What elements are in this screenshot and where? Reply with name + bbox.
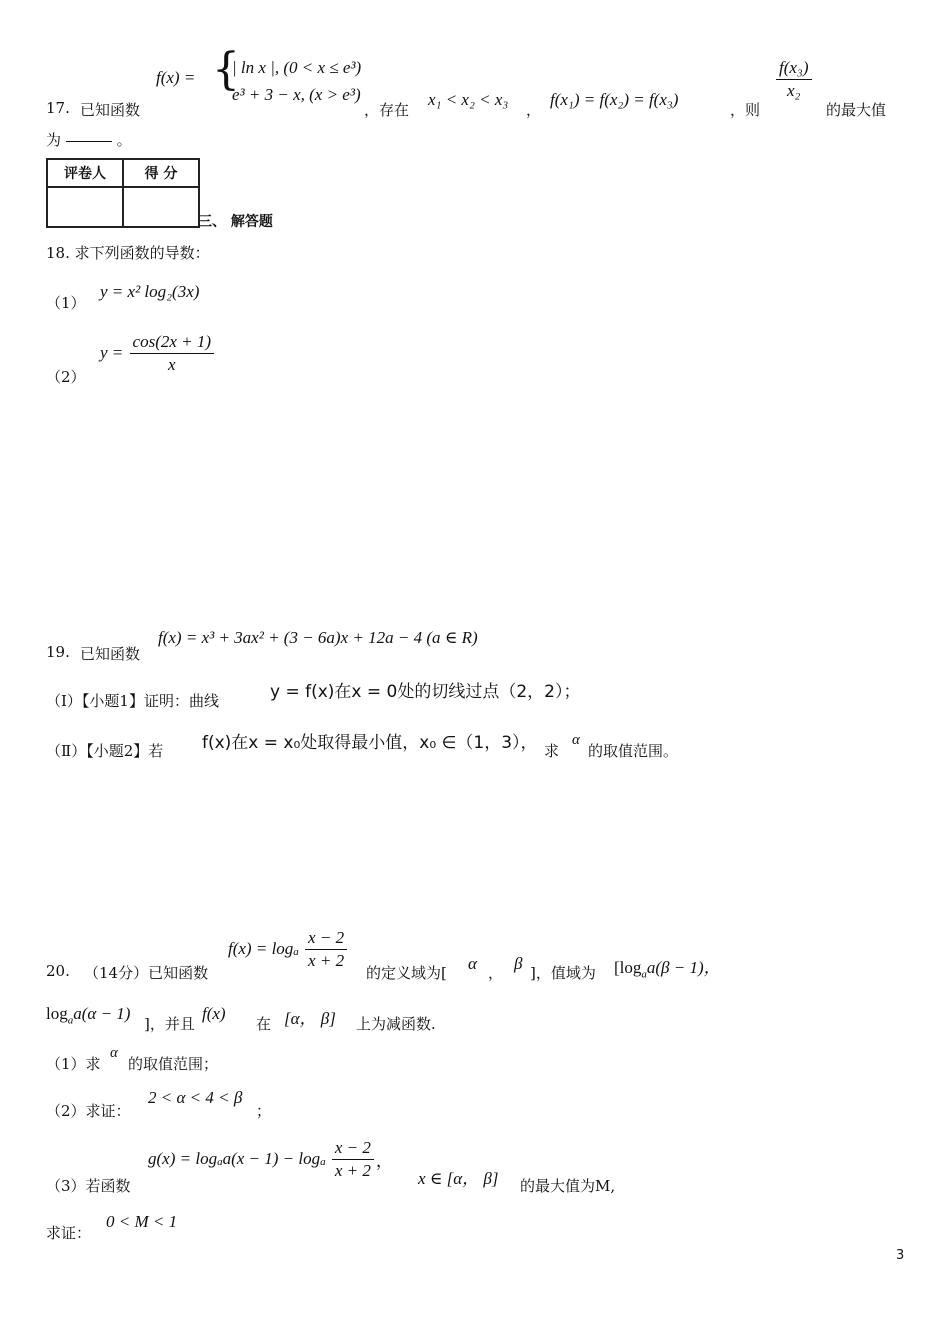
q20-line2-in: 在 (256, 1015, 272, 1033)
q20-range-arg: a(β − 1) (646, 958, 704, 977)
q20-alpha: α (468, 954, 477, 973)
q20-f-lhs: f(x) = log (228, 939, 294, 959)
q20-part3-numerator: x − 2 (332, 1138, 374, 1160)
q17-order: x₁ < x₂ < x₃ (428, 90, 509, 109)
q20-range-lower-base: a (67, 1014, 74, 1027)
q20-part3-base1: a (217, 1155, 223, 1168)
q19-part2-mid: 求 (544, 742, 560, 760)
q20-points: （14分）已知函数 (84, 964, 209, 982)
q20-range-lower (46, 1004, 130, 1026)
q20-part4-label: 求证： (46, 1224, 92, 1242)
score-table-score-header: 得 分 (123, 159, 199, 187)
q20-function (228, 928, 349, 970)
q20-part3-lhs: g(x) = log (148, 1149, 218, 1169)
q20-number: 20. (46, 962, 70, 980)
q20-part3-denominator: x + 2 (334, 1160, 371, 1180)
score-table-grader-cell[interactable] (47, 187, 123, 227)
q20-part3-base2: a (320, 1155, 326, 1168)
q20-line2-text: ]，并且 (144, 1015, 195, 1033)
q17-equal: f(x₁) = f(x₂) = f(x₃) (550, 90, 679, 109)
q20-range-lower-arg: a(α − 1) (73, 1004, 131, 1023)
q20-part3-fraction (332, 1138, 374, 1180)
q17-comma: ， (526, 101, 542, 119)
q20-part2-expr: 2 < α < 4 < β (148, 1088, 243, 1107)
q20-part2-tail: ； (256, 1102, 272, 1120)
score-table (46, 158, 200, 228)
q20-line2-f: f(x) (202, 1004, 226, 1023)
q20-domain-text: 的定义域为[ (366, 964, 447, 982)
q19-part2-expr: f(x)在x = x₀处取得最小值，x₀ ∈（1，3）， (202, 733, 538, 753)
q17-number: 17. (46, 99, 70, 117)
q17-block (46, 44, 906, 124)
q20-f-base: a (293, 945, 299, 958)
q20-part1-tail: 的取值范围； (128, 1055, 219, 1073)
score-table-score-cell[interactable] (123, 187, 199, 227)
q20-range-text: ]，值域为 (530, 964, 596, 982)
q18-part1-expr: y = x² log₂(3x) (100, 282, 200, 301)
q20-range-base: a (641, 968, 647, 981)
q20-line2-tail: 上为减函数. (356, 1015, 436, 1033)
q20-range-log: [log (614, 958, 642, 977)
q17-tail: 的最大值 (826, 101, 887, 119)
q20-part4-expr: 0 < M < 1 (106, 1212, 178, 1231)
q20-range-upper: [$\log_aa(\beta - 1)$， (614, 958, 721, 981)
q20-part1-alpha: α (110, 1045, 118, 1061)
q20-f-fraction (305, 928, 347, 970)
q18-part2-fraction (130, 332, 215, 374)
q20-part3-expr: $g(x) = \log_aa(x - 1) - \log_a$ $\frac{x - 2}{x + 2}$ ， (148, 1138, 393, 1180)
section-title: 三、 解答题 (198, 214, 273, 230)
q18-part1-label: （1） (46, 294, 86, 312)
q18-part2-label: （2） (46, 368, 86, 386)
q19-part2-alpha: α (572, 732, 580, 748)
q17-ratio-numerator: f(x₃) (776, 58, 812, 80)
q20-beta: β (514, 954, 523, 973)
q17-ratio (776, 58, 812, 100)
q20-part3-mid: a(x − 1) − log (222, 1149, 321, 1169)
q19-lead: 已知函数 (80, 645, 141, 663)
q20-range-lower-log: log (46, 1004, 68, 1023)
q18-stem: 18. 求下列函数的导数： (46, 244, 210, 262)
q19-expr: f(x) = x³ + 3ax² + (3 − 6a)x + 12a − 4 (a ∈ R) (158, 628, 478, 647)
q19-part2-label: （Ⅱ）【小题2】若 (46, 742, 164, 760)
q20-f-numerator: x − 2 (305, 928, 347, 950)
q17-case-2: e³ + 3 − x, (x > e³) (232, 85, 361, 104)
q17-then: ，则 (730, 101, 761, 119)
q18-part2-lhs: y = (100, 343, 124, 363)
q20-comma: ， (488, 964, 504, 982)
q19-part2-tail: 的取值范围。 (588, 742, 679, 760)
q18-part2-expr (100, 332, 216, 374)
q20-part3-label: （3）若函数 (46, 1177, 131, 1195)
q20-part1-label: （1）求 (46, 1055, 101, 1073)
q19-part1-label: （Ⅰ）【小题1】证明：曲线 (46, 692, 219, 710)
q17-line2 (46, 129, 132, 150)
q17-line2-lead: 为 (46, 131, 62, 149)
q17-cases (232, 54, 361, 108)
q19-part1-expr: y = f(x)在x = 0处的切线过点（2，2）； (270, 682, 581, 702)
q20-part3-tail: 的最大值为M, (520, 1177, 616, 1195)
q17-ratio-denominator: x₂ (787, 80, 801, 100)
q17-lead: 已知函数 (80, 101, 141, 119)
q18-part2-denominator: x (168, 354, 176, 374)
q20-line2-interval: [α， β] (284, 1009, 336, 1028)
q20-part3-interval: x ∈ [α， β] (418, 1169, 499, 1188)
answer-blank[interactable] (66, 141, 112, 142)
score-table-grader-header: 评卷人 (47, 159, 123, 187)
q17-exist: ，存在 (364, 101, 410, 119)
q17-line2-end: 。 (116, 131, 132, 149)
q17-brace: { (212, 44, 240, 95)
q18-part2-numerator: cos(2x + 1) (130, 332, 215, 354)
q20-part2-label: （2）求证： (46, 1102, 131, 1120)
q19-number: 19. (46, 643, 70, 661)
q17-f-lhs: f(x) = (156, 68, 196, 87)
page-number: 3 (896, 1248, 905, 1263)
q17-case-1: | ln x |, (0 < x ≤ e³) (232, 58, 362, 77)
q20-f-denominator: x + 2 (308, 950, 345, 970)
